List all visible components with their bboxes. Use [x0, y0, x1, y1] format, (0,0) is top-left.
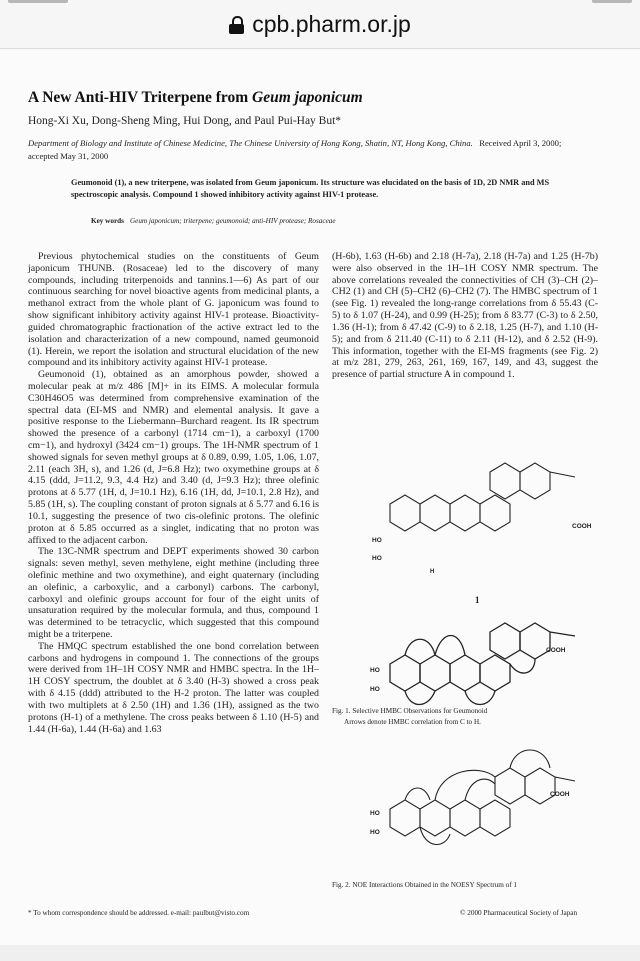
url-text: cpb.pharm.or.jp	[252, 11, 411, 37]
h-label: H	[430, 569, 435, 575]
cooh-label: COOH	[572, 523, 592, 530]
body-paragraph: The 13C-NMR spectrum and DEPT experiments showed 30 carbon signals: seven methyl, seven methylene, eight methine (including three olefinic methine and two oxymethine), and eight quaternary (including an olefinic, a carboxylic, and a carbonyl) carbons. The carbonyl, carboxyl and olefinic groups account for four of the eight units of unsaturation required by the molecular formula, and thus, compound 1 was determined to be tetracyclic, which suggested that this compound might be a triterpene.	[28, 546, 319, 640]
ho-label: HO	[370, 686, 380, 693]
ho-label: HO	[370, 829, 380, 836]
cooh-label: COOH	[550, 791, 570, 798]
lock-icon	[229, 16, 244, 34]
correspondence-footnote: * To whom correspondence should be addressed. e-mail: paulbut@visto.com	[28, 909, 250, 917]
ho-label: HO	[372, 537, 382, 544]
article-authors: Hong-Xi Xu, Dong-Sheng Ming, Hui Dong, and Paul Pui-Hay But*	[28, 115, 342, 127]
article-abstract: Geumonoid (1), a new triterpene, was isolated from Geum japonicum. Its structure was elucidated on the basis of 1D, 2D NMR and MS spectroscopic analysis. Compound 1 showed inhibitory activity against HIV-1 protease.	[71, 178, 550, 199]
figure-1-caption: Fig. 1. Selective HMBC Observations for Geumonoid Arrows denote HMBC correlation from C to H.	[332, 707, 488, 726]
copyright-notice: © 2000 Pharmaceutical Society of Japan	[460, 909, 578, 917]
compound-structure-figure	[370, 444, 600, 564]
status-bar-right	[592, 0, 632, 3]
body-left-column	[28, 251, 319, 735]
url-display[interactable]	[0, 11, 640, 38]
cooh-label: COOH	[546, 647, 566, 654]
noe-figure	[370, 739, 600, 869]
body-right-column	[332, 251, 598, 381]
status-bar-left	[8, 0, 68, 3]
browser-bottom-bar	[0, 945, 640, 961]
ho-label: HO	[372, 555, 382, 562]
body-paragraph: Geumonoid (1), obtained as an amorphous powder, showed a molecular peak at m/z 486 [M]+ in its EIMS. A molecular formula C30H46O5 was determined from comprehensive examination of the spectral data (EI-MS and NMR) and elemental analysis. It gave a positive response to the Liebermann–Burchard reagent. Its IR spectrum showed the presence of a carbonyl (1714 cm−1), a carboxyl (1700 cm−1), and hydroxyl (3424 cm−1) groups. The 1H-NMR spectrum of 1 showed signals for seven methyl groups at δ 0.89, 0.99, 1.05, 1.06, 1.07, 2.11 (each 3H, s), and 1.26 (d, J=6.8 Hz); two oxymethine groups at δ 4.15 (ddd, J=11.2, 9.3, 4.4 Hz) and 3.40 (d, J=9.3 Hz); three olefinic protons at δ 5.77 (1H, d, J=10.1 Hz), 6.16 (1H, dd, J=10.1, 2.8 Hz), and 5.85 (1H, s). The coupling constant of proton signals at δ 5.77 and 6.16 is 10.1, suggesting the presence of two cis-olefinic protons. The olefinic proton at δ 5.85 occurred as a singlet, indicating that no proton was affixed to the adjacent carbon.	[28, 369, 319, 546]
body-paragraph: (H-6b), 1.63 (H-6b) and 2.18 (H-7a), 2.18 (H-7a) and 1.25 (H-7b) were also observed in the 1H–1H COSY NMR spectrum. The above correlations revealed the connectivities of CH (3)–CH (2)–CH2 (1) and CH (5)–CH2 (6)–CH2 (7). The HMBC spectrum of 1 (see Fig. 1) revealed the long-range correlations from δ 55.43 (C-5) to δ 1.07 (H-24), and 0.99 (H-25); from δ 83.77 (C-3) to δ 2.50, 1.36 (H-1); from δ 47.42 (C-9) to δ 2.18, 1.25 (H-7), and 1.10 (H-5); and from δ 211.40 (C-11) to δ 2.11 (H-12), and δ 2.52 (H-9). This information, together with the EI-MS fragments (see Fig. 2) at m/z 281, 279, 263, 261, 169, 167, 149, and 43, suggest the presence of partial structure A in compound 1.	[332, 251, 598, 381]
figure-2-caption: Fig. 2. NOE Interactions Obtained in the NOESY Spectrum of 1	[332, 881, 517, 889]
body-paragraph: The HMQC spectrum established the one bond correlation between carbons and hydrogens in compound 1. The connections of the groups were derived from 1H–1H COSY NMR and HMBC spectra. In the 1H–1H COSY spectrum, the doublet at δ 3.40 (H-3) showed a cross peak with δ 4.15 (ddd) attributed to the H-2 proton. The latter was coupled with two multiplets at δ 2.50 (1H) and 1.36 (1H), assigned as the two protons (H-1) of a methylene. The cross peaks between δ 1.10 (H-5) and 1.44 (H-6a), 1.44 (H-6a) and 1.63	[28, 640, 319, 735]
ho-label: HO	[370, 667, 380, 674]
article-title: A New Anti-HIV Triterpene from Geum japonicum	[28, 89, 363, 106]
hmbc-figure	[370, 614, 600, 714]
body-paragraph: Previous phytochemical studies on the constituents of Geum japonicum THUNB. (Rosaceae) led to the discovery of many compounds, including triterpenoids and tannins.1—6) As part of our continuous searching for novel bioactive agents from medicinal plants, a methanol extract from the whole plant of G. japonicum was found to show significant inhibitory activity against HIV-1 protease. Bioactivity-guided chromatographic fractionation of the active extract led to the isolation and characterization of a new compound, named geumonoid (1). Herein, we report the isolation and structural elucidation of the new compound and its inhibitory activity against HIV-1 protease.	[28, 251, 319, 369]
compound-number: 1	[475, 595, 480, 605]
article-affiliation: Department of Biology and Institute of Chinese Medicine, The Chinese University of Hong Kong, Shatin, NT, Hong Kong, China. Received April 3, 2000; accepted May 31, 2000	[28, 138, 562, 161]
ho-label: HO	[370, 810, 380, 817]
article-keywords: Key words Geum japonicum; triterpene; geumonoid; anti-HIV protease; Rosaceae	[91, 217, 336, 225]
article-page	[0, 49, 640, 945]
browser-address-bar[interactable]	[0, 0, 640, 49]
